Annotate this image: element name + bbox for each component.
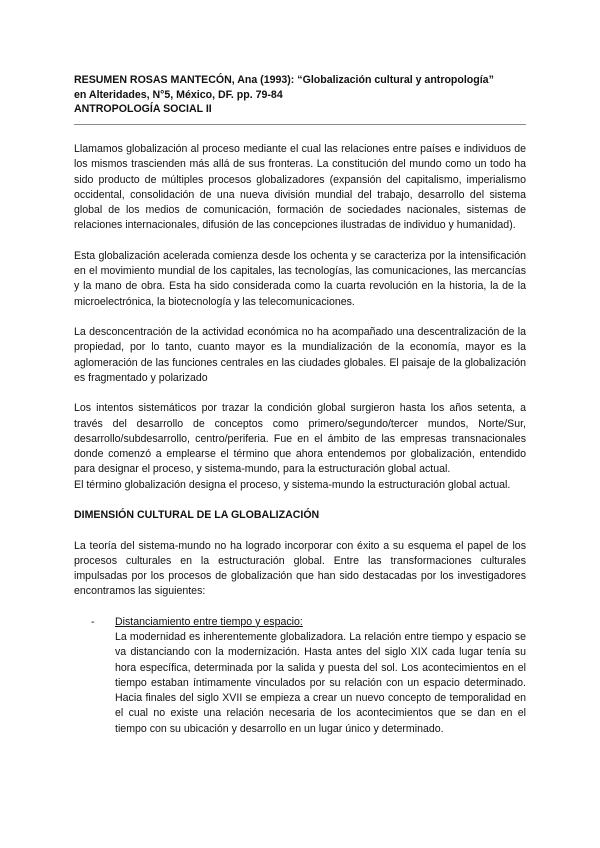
paragraph-intentos-sistematicos: Los intentos sistemáticos por trazar la condición global surgieron hasta los años setenta, a través del desarrollo de conceptos como primero/segundo/tercer mundos, Norte/Sur, desarrollo/subdesarrollo, centro/periferia. Fue en el ámbito de las empresas transnacionales donde comenzó a emplearse el término que ahora entendemos por globalización, entendido para designar el proceso, y sistema-mundo, para la estructuración global actual.	[74, 402, 526, 476]
list-item	[74, 615, 526, 737]
section-heading: DIMENSIÓN CULTURAL DE LA GLOBALIZACIÓN	[74, 509, 320, 521]
section-intro: La teoría del sistema-mundo no ha logrado incorporar con éxito a su esquema el papel de los procesos culturales en la estructuración global. Entre las transformaciones culturales impulsadas por los procesos de globalización que han sido destacadas por los investigadores encontramos las siguientes:	[74, 539, 526, 598]
list-item-text: La modernidad es inherentemente globalizadora. La relación entre tiempo y espacio se va distanciando con la modernización. Hasta antes del siglo XIX cada lugar tenía su hora específica, determinada por la salida y puesta del sol. Los acontecimientos en el tiempo estaban íntimamente vinculados por su relación con un espacio determinado. Hacia finales del siglo XVII se empieza a crear un nuevo concepto de temporalidad en el cual no existe una relación necesaria de los acontecimientos que se dan en el tiempo con su ubicación y desarrollo en un lugar único y determinado.	[115, 631, 526, 735]
paragraph-globalizacion-acelerada: Esta globalización acelerada comienza desde los ochenta y se caracteriza por la intensificación en el movimiento mundial de los capitales, las tecnologías, las comunicaciones, las mercancías y la mano de obra. Esta ha sido considerada como la cuarta revolución en la historia, la de la microelectrónica, la biotecnología y las telecomunicaciones.	[74, 249, 526, 308]
paragraph-termino-globalizacion: El término globalización designa el proceso, y sistema-mundo la estructuración global actual.	[74, 478, 511, 491]
citation-line-2: en Alteridades, N°5, México, DF. pp. 79-84	[74, 88, 283, 101]
document-body	[74, 142, 526, 737]
document-header	[74, 73, 534, 117]
citation-line-1: RESUMEN ROSAS MANTECÓN, Ana (1993): “Globalización cultural y antropología”	[74, 74, 494, 86]
paragraph-desconcentracion: La desconcentración de la actividad económica no ha acompañado una descentralización de la propiedad, por lo tanto, cuanto mayor es la mundialización de la economía, mayor es la aglomeración de las funciones centrales en las ciudades globales. El paisaje de la globalización es fragmentado y polarizado	[74, 326, 526, 384]
transformations-list	[74, 615, 526, 737]
list-bullet: -	[91, 615, 95, 628]
course-title: ANTROPOLOGÍA SOCIAL II	[74, 103, 212, 115]
paragraph-globalizacion-definicion: Llamamos globalización al proceso mediante el cual las relaciones entre países e individuos de los mismos trascienden más allá de sus fronteras. La constitución del mundo como un todo ha sido producto de múltiples procesos globalizadores (expansión del capitalismo, imperialismo occidental, consolidación de una nueva división mundial del trabajo, desarrollo del sistema global de los medios de comunicación, formación de sociedades nacionales, sistemas de relaciones internacionales, difusión de las concepciones ilustradas de individuo y humanidad).	[74, 143, 526, 232]
header-divider	[74, 124, 526, 125]
list-item-title: Distanciamiento entre tiempo y espacio:	[115, 615, 303, 628]
